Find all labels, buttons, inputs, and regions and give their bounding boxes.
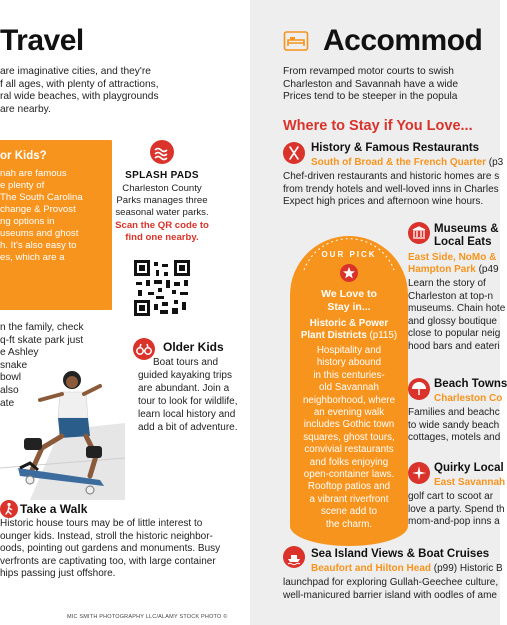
kids-text: n the family, check q-ft skate park just e Ashley snake bowl also ate bbox=[0, 322, 84, 409]
history-sub: South of Broad & the French Quarter (p3 bbox=[311, 157, 504, 168]
bed-icon bbox=[283, 28, 309, 54]
sea-island-text: launchpad for exploring Gullah-Geechee culture, well-manicured barrier island with oodles of ame bbox=[283, 577, 499, 601]
splash-pads-title: SPLASH PADS bbox=[125, 170, 199, 181]
travel-intro: are imaginative cities, and they're f all ages, with plenty of attractions, ral wide beaches, with playgrounds are nearby. bbox=[0, 66, 159, 115]
older-kids-title: Older Kids bbox=[163, 340, 224, 354]
star-icon bbox=[340, 264, 358, 282]
our-pick-title: We Love to Stay in... bbox=[321, 288, 377, 313]
take-a-walk-text: Historic house tours may be of little interest to ounger kids. Instead, stroll the historic neighbor- oods, pointing out gardens and monuments. Busy verfronts are captivating too, with large container hips passing just offshore. bbox=[0, 518, 221, 580]
beach-text: Families and beachc to wide sandy beach cottages, motels and bbox=[408, 407, 501, 444]
kids-box-text: nah are famous e plenty of The South Carolina change & Provost ng options in useums and ghost h. It's also easy to es, which are a bbox=[0, 168, 83, 263]
sea-island-title: Sea Island Views & Boat Cruises bbox=[311, 548, 490, 560]
walking-icon bbox=[0, 500, 18, 518]
history-text: Chef-driven restaurants and historic homes are s from trendy hotels and well-loved inns in Charles Expect high prices and afternoon wine hours. bbox=[283, 171, 500, 208]
our-pick-district: Historic & Power Plant Districts (p115) bbox=[300, 318, 398, 341]
quirky-sub: East Savannah bbox=[434, 477, 506, 488]
beach-title: Beach Towns bbox=[434, 378, 507, 390]
museums-text: Learn the story of Charleston at top-n museums. Chain hote and glossy boutique close to popular neig hood bars and eateri bbox=[408, 278, 506, 352]
water-drops-icon bbox=[150, 140, 174, 164]
kids-box-title: or Kids? bbox=[0, 150, 47, 162]
kids-box bbox=[0, 140, 120, 310]
umbrella-icon bbox=[408, 378, 430, 400]
splash-pads-box bbox=[112, 140, 212, 340]
take-a-walk-title: Take a Walk bbox=[20, 502, 88, 516]
skateboarder-photo bbox=[0, 318, 125, 500]
photo-credit: MIC SMITH PHOTOGRAPHY LLC/ALAMY STOCK PHOTO © bbox=[67, 614, 228, 620]
quirky-text: golf cart to scoot ar love a party. Spend th mom-and-pop inns a bbox=[408, 491, 505, 528]
older-kids-text: Boat tours and guided kayaking trips are abundant. Join a tour to look for wildlife, learn local history and add a bit of adventure. bbox=[138, 357, 238, 433]
ship-icon bbox=[283, 546, 305, 568]
museum-icon bbox=[408, 222, 430, 244]
our-pick-label: OUR PICK bbox=[321, 250, 377, 259]
right-page bbox=[250, 0, 507, 625]
travel-title: Travel bbox=[0, 24, 84, 57]
museums-sub: East Side, NoMo & Hampton Park (p49 bbox=[408, 252, 499, 275]
splash-pads-text: Charleston County Parks manages three seasonal water parks. bbox=[115, 183, 209, 218]
accommodation-intro: From revamped motor courts to swish Charleston and Savannah have a wide Prices tend to be steeper in the popula bbox=[283, 66, 459, 103]
accommodation-title: Accommod bbox=[323, 24, 483, 57]
fork-knife-icon bbox=[283, 142, 305, 164]
splash-pads-cta: Scan the QR code to find one nearby. bbox=[115, 220, 209, 243]
museums-title: Museums & Local Eats bbox=[434, 223, 499, 248]
beach-sub: Charleston Co bbox=[434, 393, 503, 404]
our-pick-box bbox=[290, 236, 408, 546]
sparkle-icon bbox=[408, 462, 430, 484]
qr-code[interactable] bbox=[134, 260, 190, 316]
where-to-stay-heading: Where to Stay if You Love... bbox=[283, 118, 473, 134]
sea-island-sub: Beaufort and Hilton Head (p99) Historic B bbox=[311, 563, 503, 574]
left-page bbox=[0, 0, 250, 625]
quirky-title: Quirky Local bbox=[434, 462, 504, 474]
history-title: History & Famous Restaurants bbox=[311, 142, 480, 154]
our-pick-text: Hospitality and history abound in this centuries- old Savannah neighborhood, where an evening walk includes Gothic town squares, ghost tours, convivial restaurants and folks enjoying open-container laws. Rooftop patios and a vibrant riverfront scene add to the charm. bbox=[302, 345, 396, 530]
